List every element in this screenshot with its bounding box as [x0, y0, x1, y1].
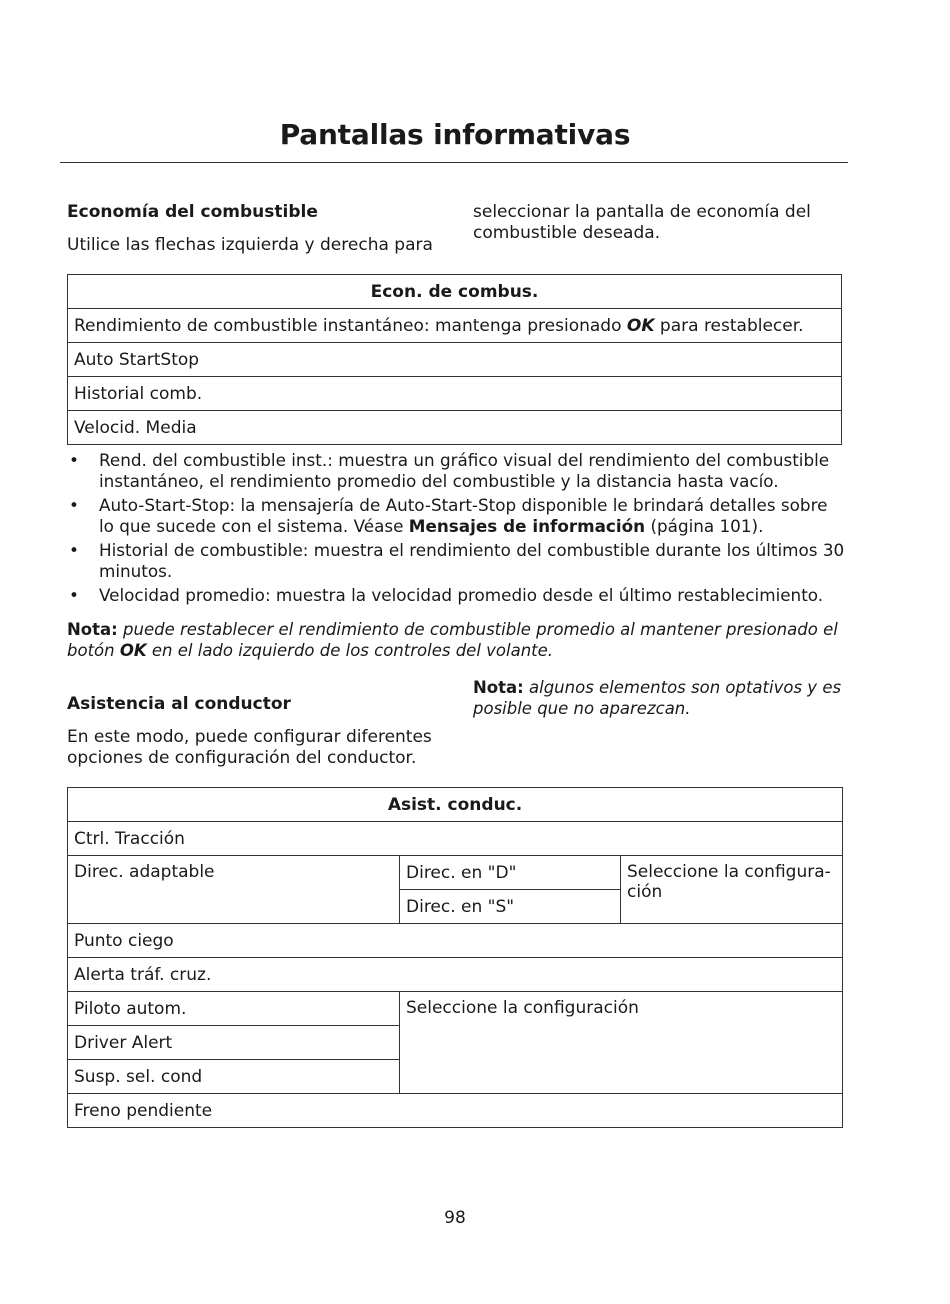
table-cell: Seleccione la configura-ción — [621, 856, 843, 924]
fuel-intro-left: Utilice las flechas izquierda y derecha para — [67, 235, 433, 255]
bullet-text: Auto-Start-Stop: la mensajería de Auto-Start-Stop disponible le brindará detalles sobre lo que sucede con el sistema. Véase — [99, 495, 828, 536]
table-cell: Driver Alert — [68, 1026, 400, 1060]
fuel-table-header: Econ. de combus. — [68, 275, 842, 309]
ok-label: OK — [119, 640, 147, 660]
note-text: en el lado izquierdo de los controles del volante. — [146, 640, 554, 660]
table-row: Alerta tráf. cruz. — [68, 958, 843, 992]
driver-assist-table — [67, 787, 843, 1128]
bullet-dot: • — [69, 450, 79, 470]
assist-table-header: Asist. conduc. — [68, 788, 843, 822]
fuel-table-row: Historial comb. — [68, 377, 842, 411]
title-divider — [60, 162, 848, 163]
fuel-economy-table — [67, 274, 842, 445]
table-cell: Piloto autom. — [68, 992, 400, 1026]
table-row: Punto ciego — [68, 924, 843, 958]
ok-label: OK — [626, 315, 655, 336]
note-label: Nota: — [473, 678, 524, 697]
info-messages-reference[interactable]: Mensajes de información — [408, 515, 646, 536]
fuel-table-row: Auto StartStop — [68, 343, 842, 377]
list-item — [67, 585, 847, 606]
fuel-table-row — [68, 309, 842, 343]
page-number: 98 — [444, 1208, 466, 1228]
bullet-text: Velocidad promedio: muestra la velocidad promedio desde el último restablecimiento. — [99, 585, 824, 605]
bullet-dot: • — [69, 495, 79, 515]
bullet-text: (página 101). — [645, 515, 764, 536]
fuel-economy-heading: Economía del combustible — [67, 202, 318, 222]
table-cell: Seleccione la configuración — [400, 992, 843, 1094]
list-item — [67, 450, 847, 491]
table-cell: Direc. adaptable — [68, 856, 400, 924]
fuel-table-row: Velocid. Media — [68, 411, 842, 445]
bullet-dot: • — [69, 540, 79, 560]
table-cell: Direc. en "D" — [400, 856, 621, 890]
bullet-text: Rend. del combustible inst.: muestra un gráfico visual del rendimiento del combustible instantáneo, el rendimiento promedio del combustible y la distancia hasta vacío. — [99, 450, 830, 491]
row-text: Rendimiento de combustible instantáneo: mantenga presionado — [74, 315, 627, 336]
bullet-dot: • — [69, 585, 79, 605]
table-row: Freno pendiente — [68, 1094, 843, 1128]
table-cell: Direc. en "S" — [400, 890, 621, 924]
page-title: Pantallas informativas — [279, 118, 631, 151]
fuel-intro-right: seleccionar la pantalla de economía del combustible deseada. — [473, 202, 811, 243]
list-item — [67, 540, 847, 581]
table-cell: Susp. sel. cond — [68, 1060, 400, 1094]
row-text: para restablecer. — [654, 315, 804, 336]
assist-intro: En este modo, puede configurar diferentes opciones de configuración del conductor. — [67, 727, 432, 768]
fuel-note — [67, 620, 847, 661]
note-text: puede restablecer el rendimiento de combustible promedio al mantener presionado el botón — [67, 620, 838, 660]
table-row: Ctrl. Tracción — [68, 822, 843, 856]
note-text: algunos elementos son optativos y es posible que no aparezcan. — [473, 678, 842, 718]
bullet-text: Historial de combustible: muestra el rendimiento del combustible durante los últimos 30 minutos. — [99, 540, 845, 581]
fuel-bullet-list — [67, 450, 847, 610]
assist-note — [473, 678, 843, 719]
note-label: Nota: — [67, 620, 118, 639]
driver-assist-heading: Asistencia al conductor — [67, 694, 291, 714]
list-item — [67, 495, 847, 536]
